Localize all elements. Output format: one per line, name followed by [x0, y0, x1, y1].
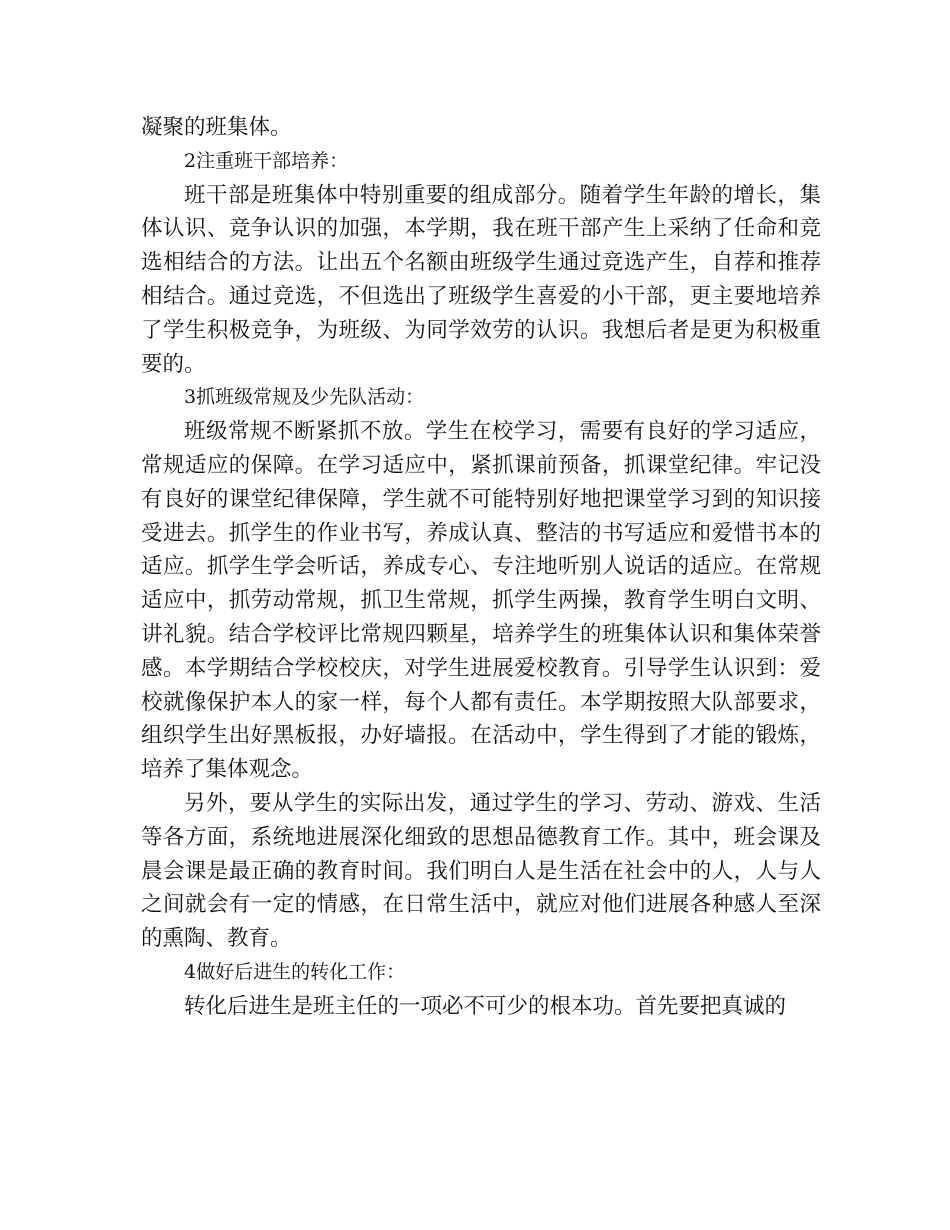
section-heading-3: 3抓班级常规及少先队活动： [184, 386, 425, 409]
paragraph-continuation: 凝聚的班集体。 [141, 115, 292, 140]
document-body [141, 111, 821, 1024]
paragraph-class-routine: 班级常规不断紧抓不放。学生在校学习，需要有良好的学习适应，常规适应的保障。在学习适应中，紧抓课前预备，抓课堂纪律。牢记没有良好的课堂纪律保障，学生就不可能特别好地把课堂学习到的知识接受进去。抓学生的作业书写，养成认真、整洁的书写适应和爱惜书本的适应。抓学生学会听话，养成专心、专注地听别人说话的适应。在常规适应中，抓劳动常规，抓卫生常规，抓学生两操，教育学生明白文明、讲礼貌。结合学校评比常规四颗星，培养学生的班集体认识和集体荣誉感。本学期结合学校校庆，对学生进展爱校教育。引导学生认识到：爱校就像保护本人的家一样，每个人都有责任。本学期按照大队部要求，组织学生出好黑板报，办好墙报。在活动中，学生得到了才能的锻炼，培养了集体观念。 [141, 419, 821, 783]
paragraph-moral-education: 另外，要从学生的实际出发，通过学生的学习、劳动、游戏、生活等各方面，系统地进展深化细致的思想品德教育工作。其中，班会课及晨会课是最正确的教育时间。我们明白人是生活在社会中的人，人与人之间就会有一定的情感，在日常生活中，就应对他们进展各种感人至深的熏陶、教育。 [141, 790, 821, 952]
paragraph-class-cadres: 班干部是班集体中特别重要的组成部分。随着学生年龄的增长，集体认识、竞争认识的加强，本学期，我在班干部产生上采纳了任命和竞选相结合的方法。让出五个名额由班级学生通过竞选产生，自荐和推荐相结合。通过竞选，不但选出了班级学生喜爱的小干部，更主要地培养了学生积极竞争，为班级、为同学效劳的认识。我想后者是更为积极重要的。 [141, 182, 821, 377]
paragraph-struggling-students: 转化后进生是班主任的一项必不可少的根本功。首先要把真诚的 [184, 993, 787, 1019]
section-heading-2: 2注重班干部培养： [184, 149, 349, 172]
section-heading-4: 4做好后进生的转化工作： [184, 960, 406, 983]
